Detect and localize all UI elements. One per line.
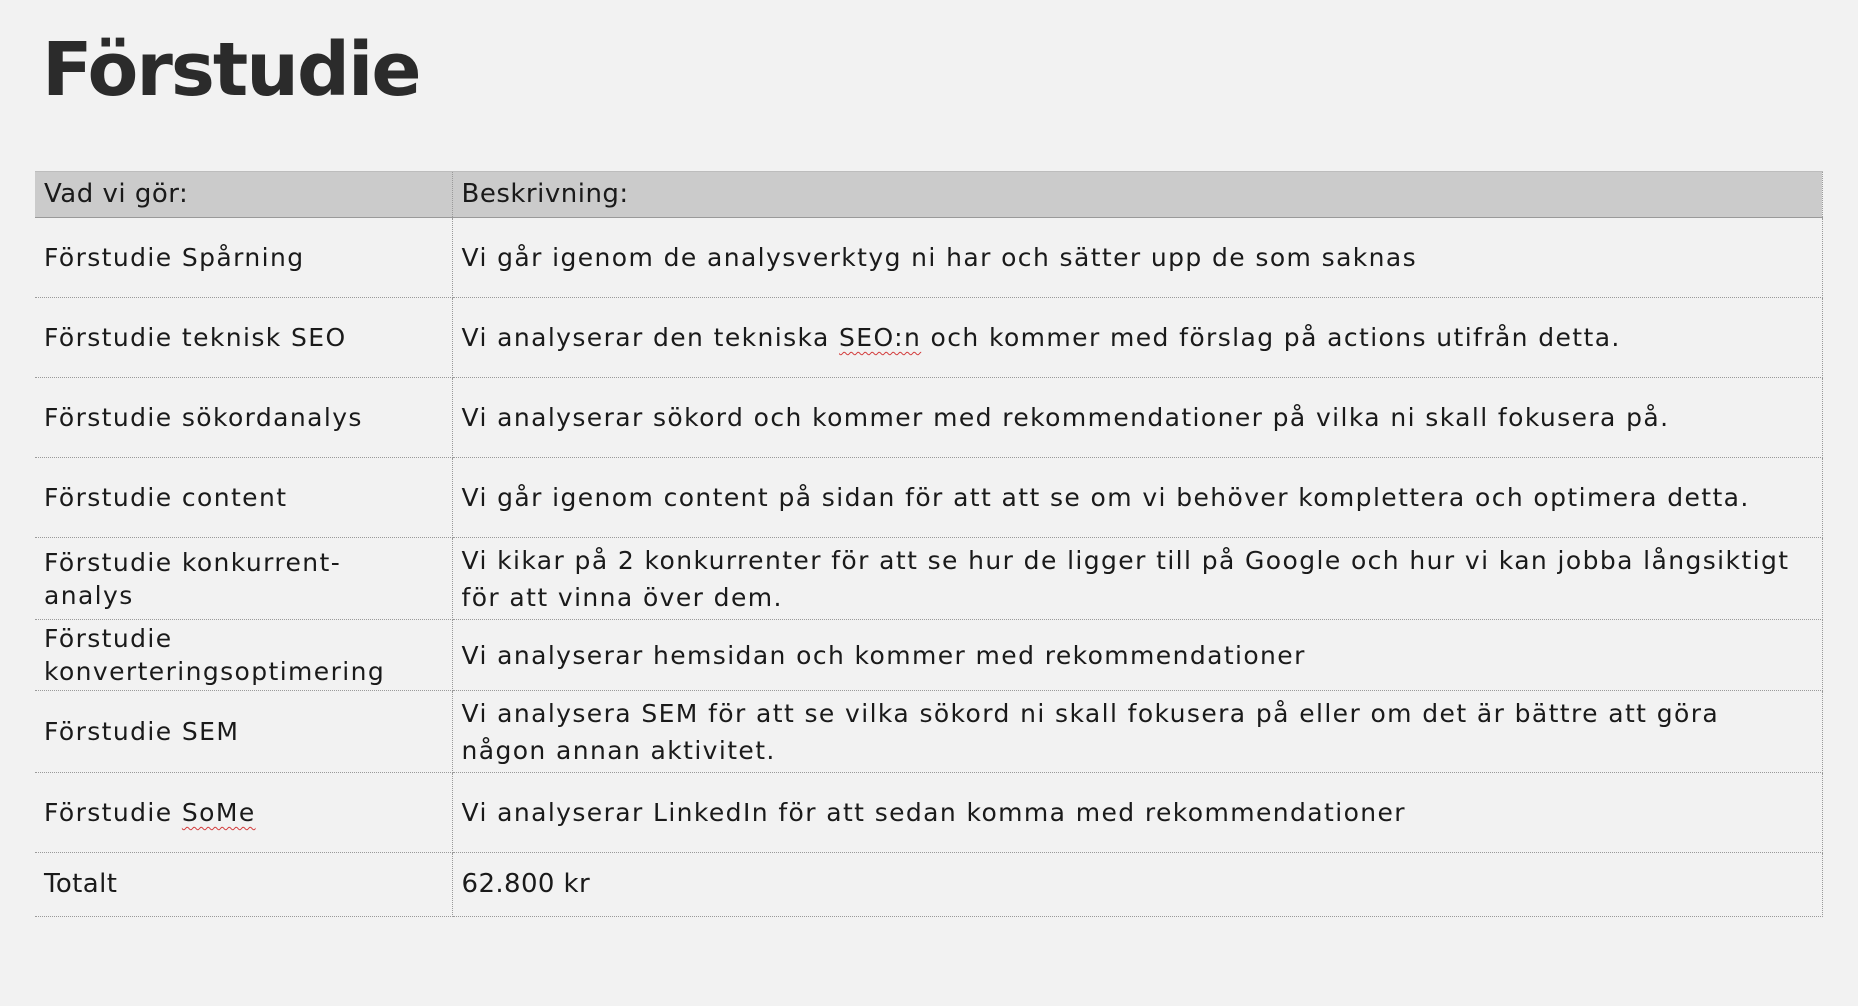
- row-what-line: Förstudie konkurrent-: [44, 547, 342, 577]
- row-what: Förstudie Spårning: [35, 218, 452, 298]
- spellcheck-flagged-word: SEO:n: [839, 323, 922, 352]
- row-what: Förstudie teknisk SEO: [35, 298, 452, 378]
- row-what: [35, 620, 452, 691]
- row-what: [35, 538, 452, 620]
- table-row: [35, 378, 1822, 458]
- row-what: Förstudie sökordanalys: [35, 378, 452, 458]
- table-header-row: [35, 172, 1822, 218]
- header-what: Vad vi gör:: [35, 172, 452, 218]
- row-description: Vi går igenom content på sidan för att att se om vi behöver komplettera och optimera detta.: [452, 458, 1822, 538]
- table-row: [35, 620, 1822, 691]
- description-text: och kommer med förslag på actions utifrån detta.: [921, 323, 1621, 352]
- table-row: [35, 218, 1822, 298]
- row-description: Vi analyserar LinkedIn för att sedan komma med rekommendationer: [452, 773, 1822, 853]
- table-row: [35, 458, 1822, 538]
- row-description: Vi analyserar sökord och kommer med rekommendationer på vilka ni skall fokusera på.: [452, 378, 1822, 458]
- header-description: Beskrivning:: [452, 172, 1822, 218]
- total-row: [35, 853, 1822, 917]
- table-row: [35, 691, 1822, 773]
- row-what: [35, 773, 452, 853]
- row-what-line: analys: [44, 580, 134, 610]
- row-description: Vi analysera SEM för att se vilka sökord ni skall fokusera på eller om det är bättre att göra någon annan aktivitet.: [452, 691, 1822, 773]
- row-what-text: Förstudie: [44, 798, 182, 827]
- row-description: Vi analyserar hemsidan och kommer med rekommendationer: [452, 620, 1822, 691]
- row-description: Vi går igenom de analysverktyg ni har och sätter upp de som saknas: [452, 218, 1822, 298]
- table-row: [35, 298, 1822, 378]
- pre-study-table: [35, 171, 1823, 917]
- total-value: 62.800 kr: [452, 853, 1822, 917]
- table-row: [35, 538, 1822, 620]
- row-what: Förstudie content: [35, 458, 452, 538]
- row-what-line: konverteringsoptimering: [44, 657, 386, 686]
- row-what-line: Förstudie: [44, 624, 173, 653]
- total-label: Totalt: [35, 853, 452, 917]
- table-row: [35, 773, 1822, 853]
- row-description: [452, 298, 1822, 378]
- description-text: Vi analyserar den tekniska: [461, 323, 840, 352]
- row-description: Vi kikar på 2 konkurrenter för att se hur de ligger till på Google och hur vi kan jobba långsiktigt för att vinna över dem.: [452, 538, 1822, 620]
- spellcheck-flagged-word: SoMe: [181, 798, 256, 827]
- row-what: Förstudie SEM: [35, 691, 452, 773]
- page-title: Förstudie: [42, 27, 420, 113]
